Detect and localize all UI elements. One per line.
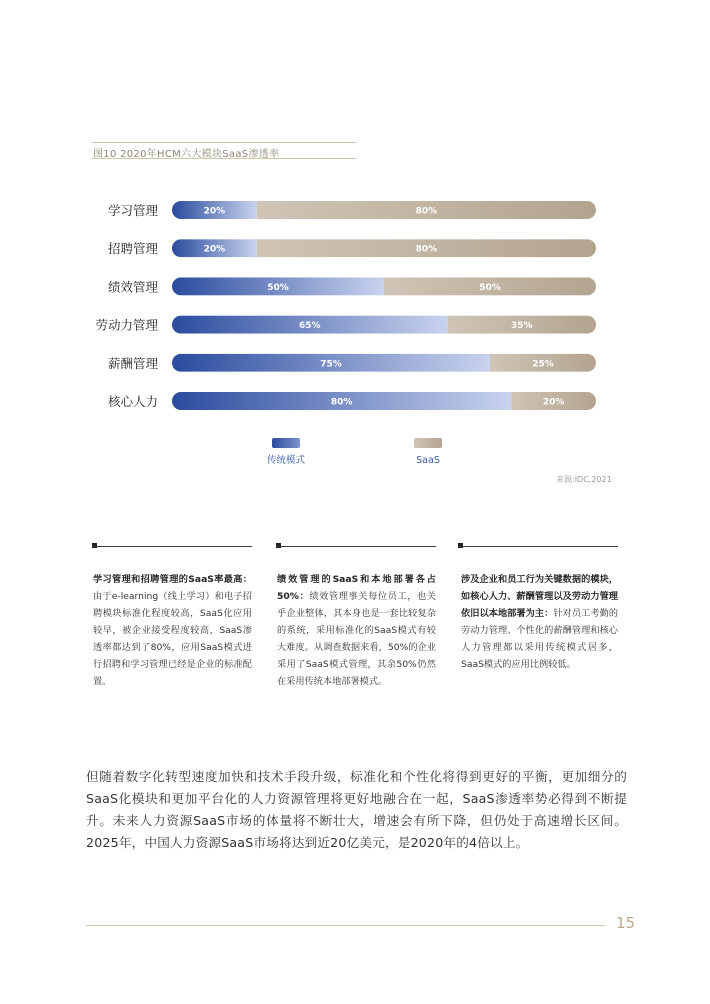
column-3-lead: 涉及企业和员工行为关键数据的模块，如核心人力、薪酬管理以及劳动力管理依旧以本地部署为主： bbox=[461, 574, 618, 619]
bar-value-label: 75% bbox=[320, 359, 342, 370]
column-1-body: 由于e-learning（线上学习）和电子招聘模块标准化程度较高，SaaS化应用较早，被企业接受程度较高，SaaS渗透率都达到了80%，应用SaaS模式进行招聘和学习管理已经是企业的标准配置。 bbox=[93, 591, 252, 687]
bar-value-label: 20% bbox=[542, 397, 565, 408]
bar-value-label: 65% bbox=[299, 321, 321, 332]
bar-value-label: 20% bbox=[203, 244, 226, 255]
figure-title: 图10 2020年HCM六大模块SaaS渗透率 bbox=[93, 149, 280, 160]
chart-source: 来源:IDC,2021 bbox=[556, 475, 612, 484]
bar-value-label: 50% bbox=[479, 282, 501, 293]
bar-value-label: 80% bbox=[415, 244, 438, 255]
bar-value-label: 80% bbox=[330, 397, 353, 408]
category-label: 薪酬管理 bbox=[107, 355, 158, 371]
column-3-body: 针对员工考勤的劳动力管理、个性化的薪酬管理和核心人力管理都以采用传统模式居多，SaaS模式的应用比例较低。 bbox=[461, 608, 619, 670]
bar-value-label: 50% bbox=[267, 282, 289, 293]
column-1-text bbox=[93, 571, 252, 690]
column-3-rule bbox=[458, 546, 618, 547]
bar-value-label: 25% bbox=[532, 359, 554, 370]
column-2-lead: 绩效管理的SaaS和本地部署各占50%： bbox=[277, 574, 436, 602]
column-2-text bbox=[277, 571, 436, 690]
column-1-rule bbox=[92, 546, 252, 547]
stacked-bar-chart bbox=[0, 0, 710, 480]
footer-rule bbox=[86, 925, 605, 926]
bar-value-label: 20% bbox=[203, 206, 226, 217]
page-number: 15 bbox=[616, 914, 636, 932]
legend-label: 传统模式 bbox=[266, 455, 306, 466]
legend-swatch bbox=[414, 438, 442, 448]
category-label: 核心人力 bbox=[107, 394, 158, 409]
column-3-text bbox=[461, 571, 618, 673]
column-1-lead: 学习管理和招聘管理的SaaS率最高： bbox=[93, 574, 252, 585]
category-label: 学习管理 bbox=[107, 203, 158, 218]
legend-label: SaaS bbox=[416, 455, 440, 466]
category-label: 绩效管理 bbox=[107, 279, 158, 295]
body-paragraph: 但随着数字化转型速度加快和技术手段升级，标准化和个性化将得到更好的平衡，更加细分的SaaS化模块和更加平台化的人力资源管理将更好地融合在一起，SaaS渗透率势必得到不断提升。未来人力资源SaaS市场的体量将不断壮大，增速会有所下降，但仍处于高速增长区间。2025年，中国人力资源SaaS市场将达到近20亿美元，是2020年的4倍以上。 bbox=[86, 769, 627, 850]
category-label: 劳动力管理 bbox=[95, 317, 158, 333]
legend-swatch bbox=[272, 438, 300, 448]
column-2-rule bbox=[276, 546, 436, 547]
category-label: 招聘管理 bbox=[107, 241, 158, 257]
bar-value-label: 80% bbox=[415, 206, 438, 217]
bar-value-label: 35% bbox=[511, 321, 533, 332]
column-2-body: 绩效管理事关每位员工，也关乎企业整体，其本身也是一套比较复杂的系统，采用标准化的SaaS模式有较大难度。从调查数据来看，50%的企业采用了SaaS模式管理，其余50%仍然在采用传统本地部署模式。 bbox=[277, 591, 436, 687]
